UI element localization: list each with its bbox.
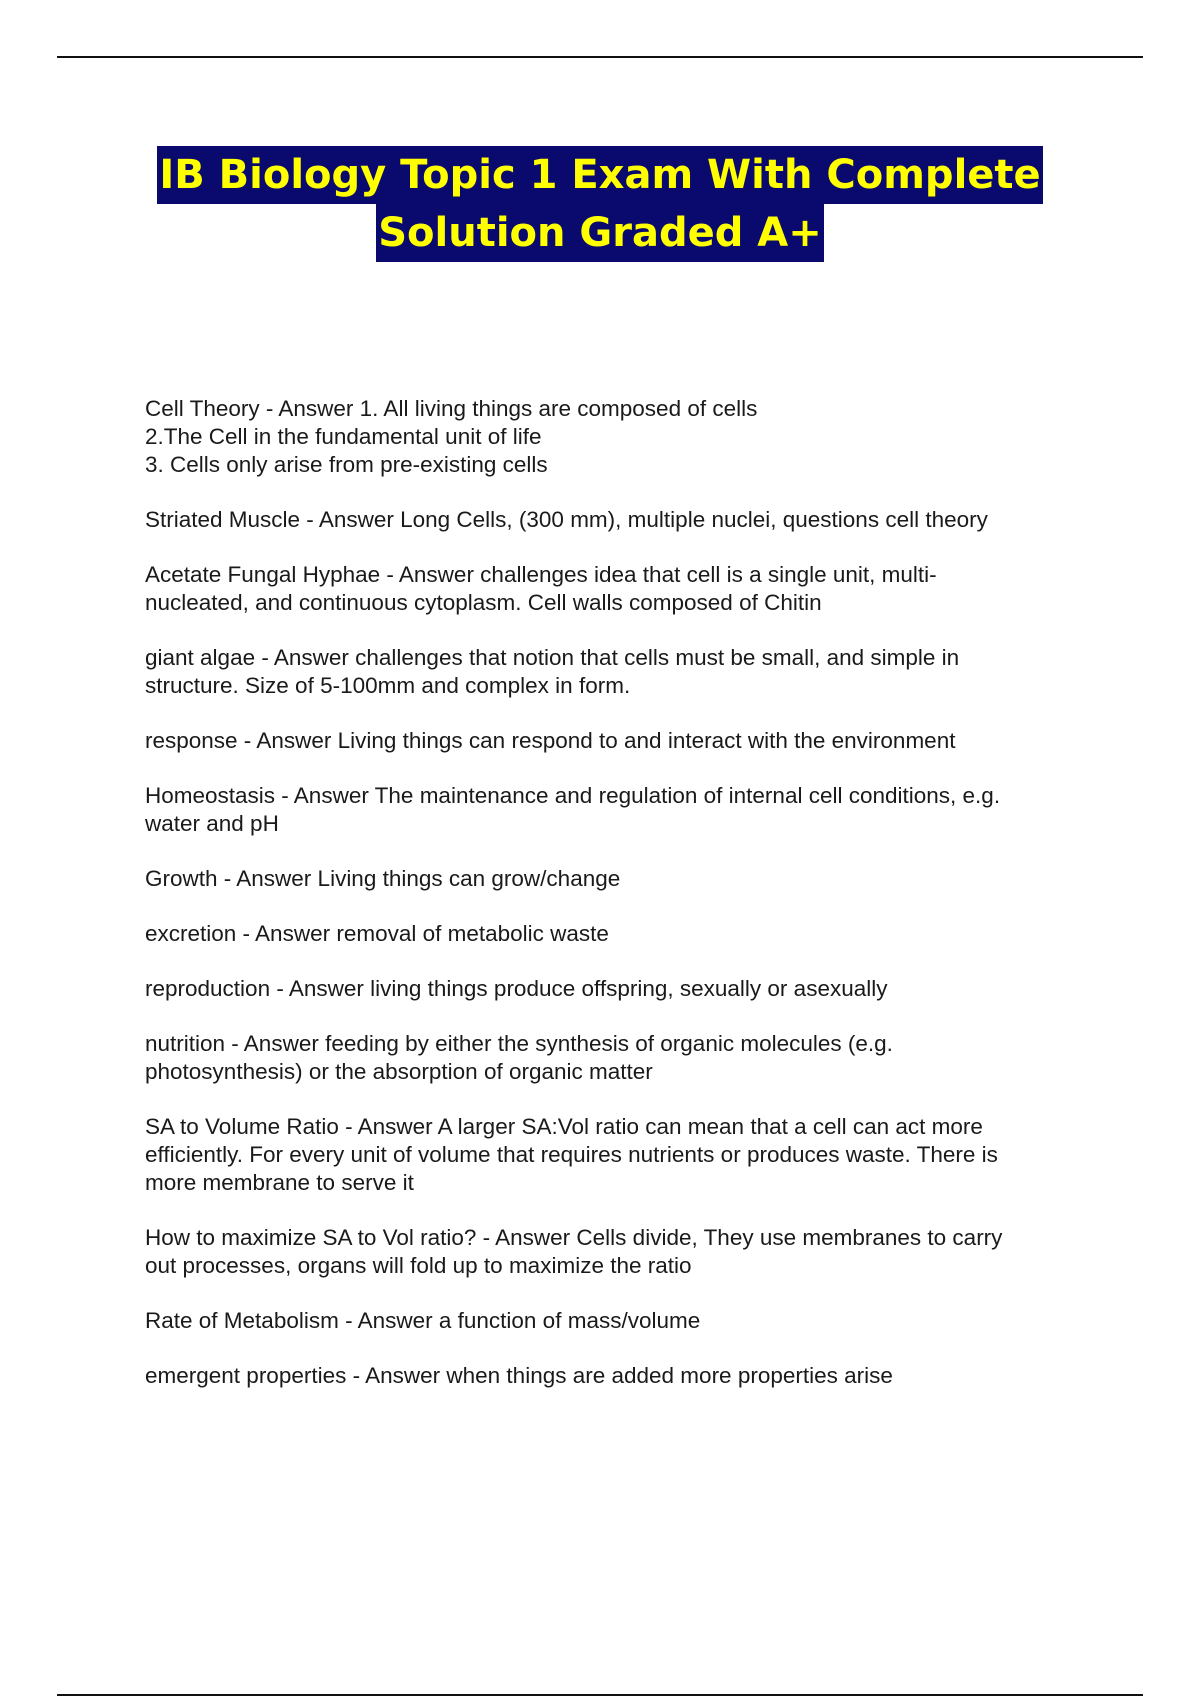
flashcard-entry xyxy=(145,644,1080,700)
entry-line: nucleated, and continuous cytoplasm. Cell walls composed of Chitin xyxy=(145,590,822,615)
footer-rule xyxy=(57,1694,1143,1696)
flashcard-entry xyxy=(145,1307,1080,1335)
entry-line: 2.The Cell in the fundamental unit of life xyxy=(145,424,542,449)
entry-line: emergent properties - Answer when things are added more properties arise xyxy=(145,1363,893,1388)
entry-line: more membrane to serve it xyxy=(145,1170,414,1195)
flashcard-entry xyxy=(145,727,1080,755)
title-line-1-text: IB Biology Topic 1 Exam With Complete xyxy=(157,146,1042,204)
title-line-1 xyxy=(0,146,1200,204)
entry-line: nutrition - Answer feeding by either the synthesis of organic molecules (e.g. xyxy=(145,1031,893,1056)
flashcard-entry xyxy=(145,782,1080,838)
flashcard-entry xyxy=(145,1224,1080,1280)
entry-line: Rate of Metabolism - Answer a function of mass/volume xyxy=(145,1308,701,1333)
flashcard-entry xyxy=(145,561,1080,617)
entry-line: water and pH xyxy=(145,811,279,836)
entry-line: Growth - Answer Living things can grow/change xyxy=(145,866,621,891)
document-title xyxy=(0,146,1200,262)
entry-line: out processes, organs will fold up to maximize the ratio xyxy=(145,1253,692,1278)
entry-line: 3. Cells only arise from pre-existing cells xyxy=(145,452,548,477)
flashcard-entry xyxy=(145,506,1080,534)
title-line-2 xyxy=(0,204,1200,262)
entry-line: response - Answer Living things can respond to and interact with the environment xyxy=(145,728,956,753)
entry-line: Striated Muscle - Answer Long Cells, (300 mm), multiple nuclei, questions cell theory xyxy=(145,507,988,532)
flashcard-entry xyxy=(145,975,1080,1003)
flashcard-entry xyxy=(145,865,1080,893)
entry-line: giant algae - Answer challenges that notion that cells must be small, and simple in xyxy=(145,645,960,670)
header-rule xyxy=(57,56,1143,58)
flashcard-entry xyxy=(145,1113,1080,1197)
flashcard-entry xyxy=(145,1030,1080,1086)
entry-line: How to maximize SA to Vol ratio? - Answer Cells divide, They use membranes to carry xyxy=(145,1225,1003,1250)
entry-line: Homeostasis - Answer The maintenance and regulation of internal cell conditions, e.g. xyxy=(145,783,1001,808)
entry-line: photosynthesis) or the absorption of organic matter xyxy=(145,1059,653,1084)
entry-line: efficiently. For every unit of volume that requires nutrients or produces waste. There is xyxy=(145,1142,998,1167)
entry-line: structure. Size of 5-100mm and complex in form. xyxy=(145,673,631,698)
entry-line: SA to Volume Ratio - Answer A larger SA:Vol ratio can mean that a cell can act more xyxy=(145,1114,983,1139)
flashcard-list xyxy=(145,395,1080,1417)
flashcard-entry xyxy=(145,395,1080,479)
entry-line: reproduction - Answer living things produce offspring, sexually or asexually xyxy=(145,976,888,1001)
flashcard-entry xyxy=(145,1362,1080,1390)
entry-line: excretion - Answer removal of metabolic waste xyxy=(145,921,609,946)
entry-line: Acetate Fungal Hyphae - Answer challenges idea that cell is a single unit, multi- xyxy=(145,562,937,587)
title-line-2-text: Solution Graded A+ xyxy=(376,204,824,262)
flashcard-entry xyxy=(145,920,1080,948)
entry-line: Cell Theory - Answer 1. All living things are composed of cells xyxy=(145,396,758,421)
